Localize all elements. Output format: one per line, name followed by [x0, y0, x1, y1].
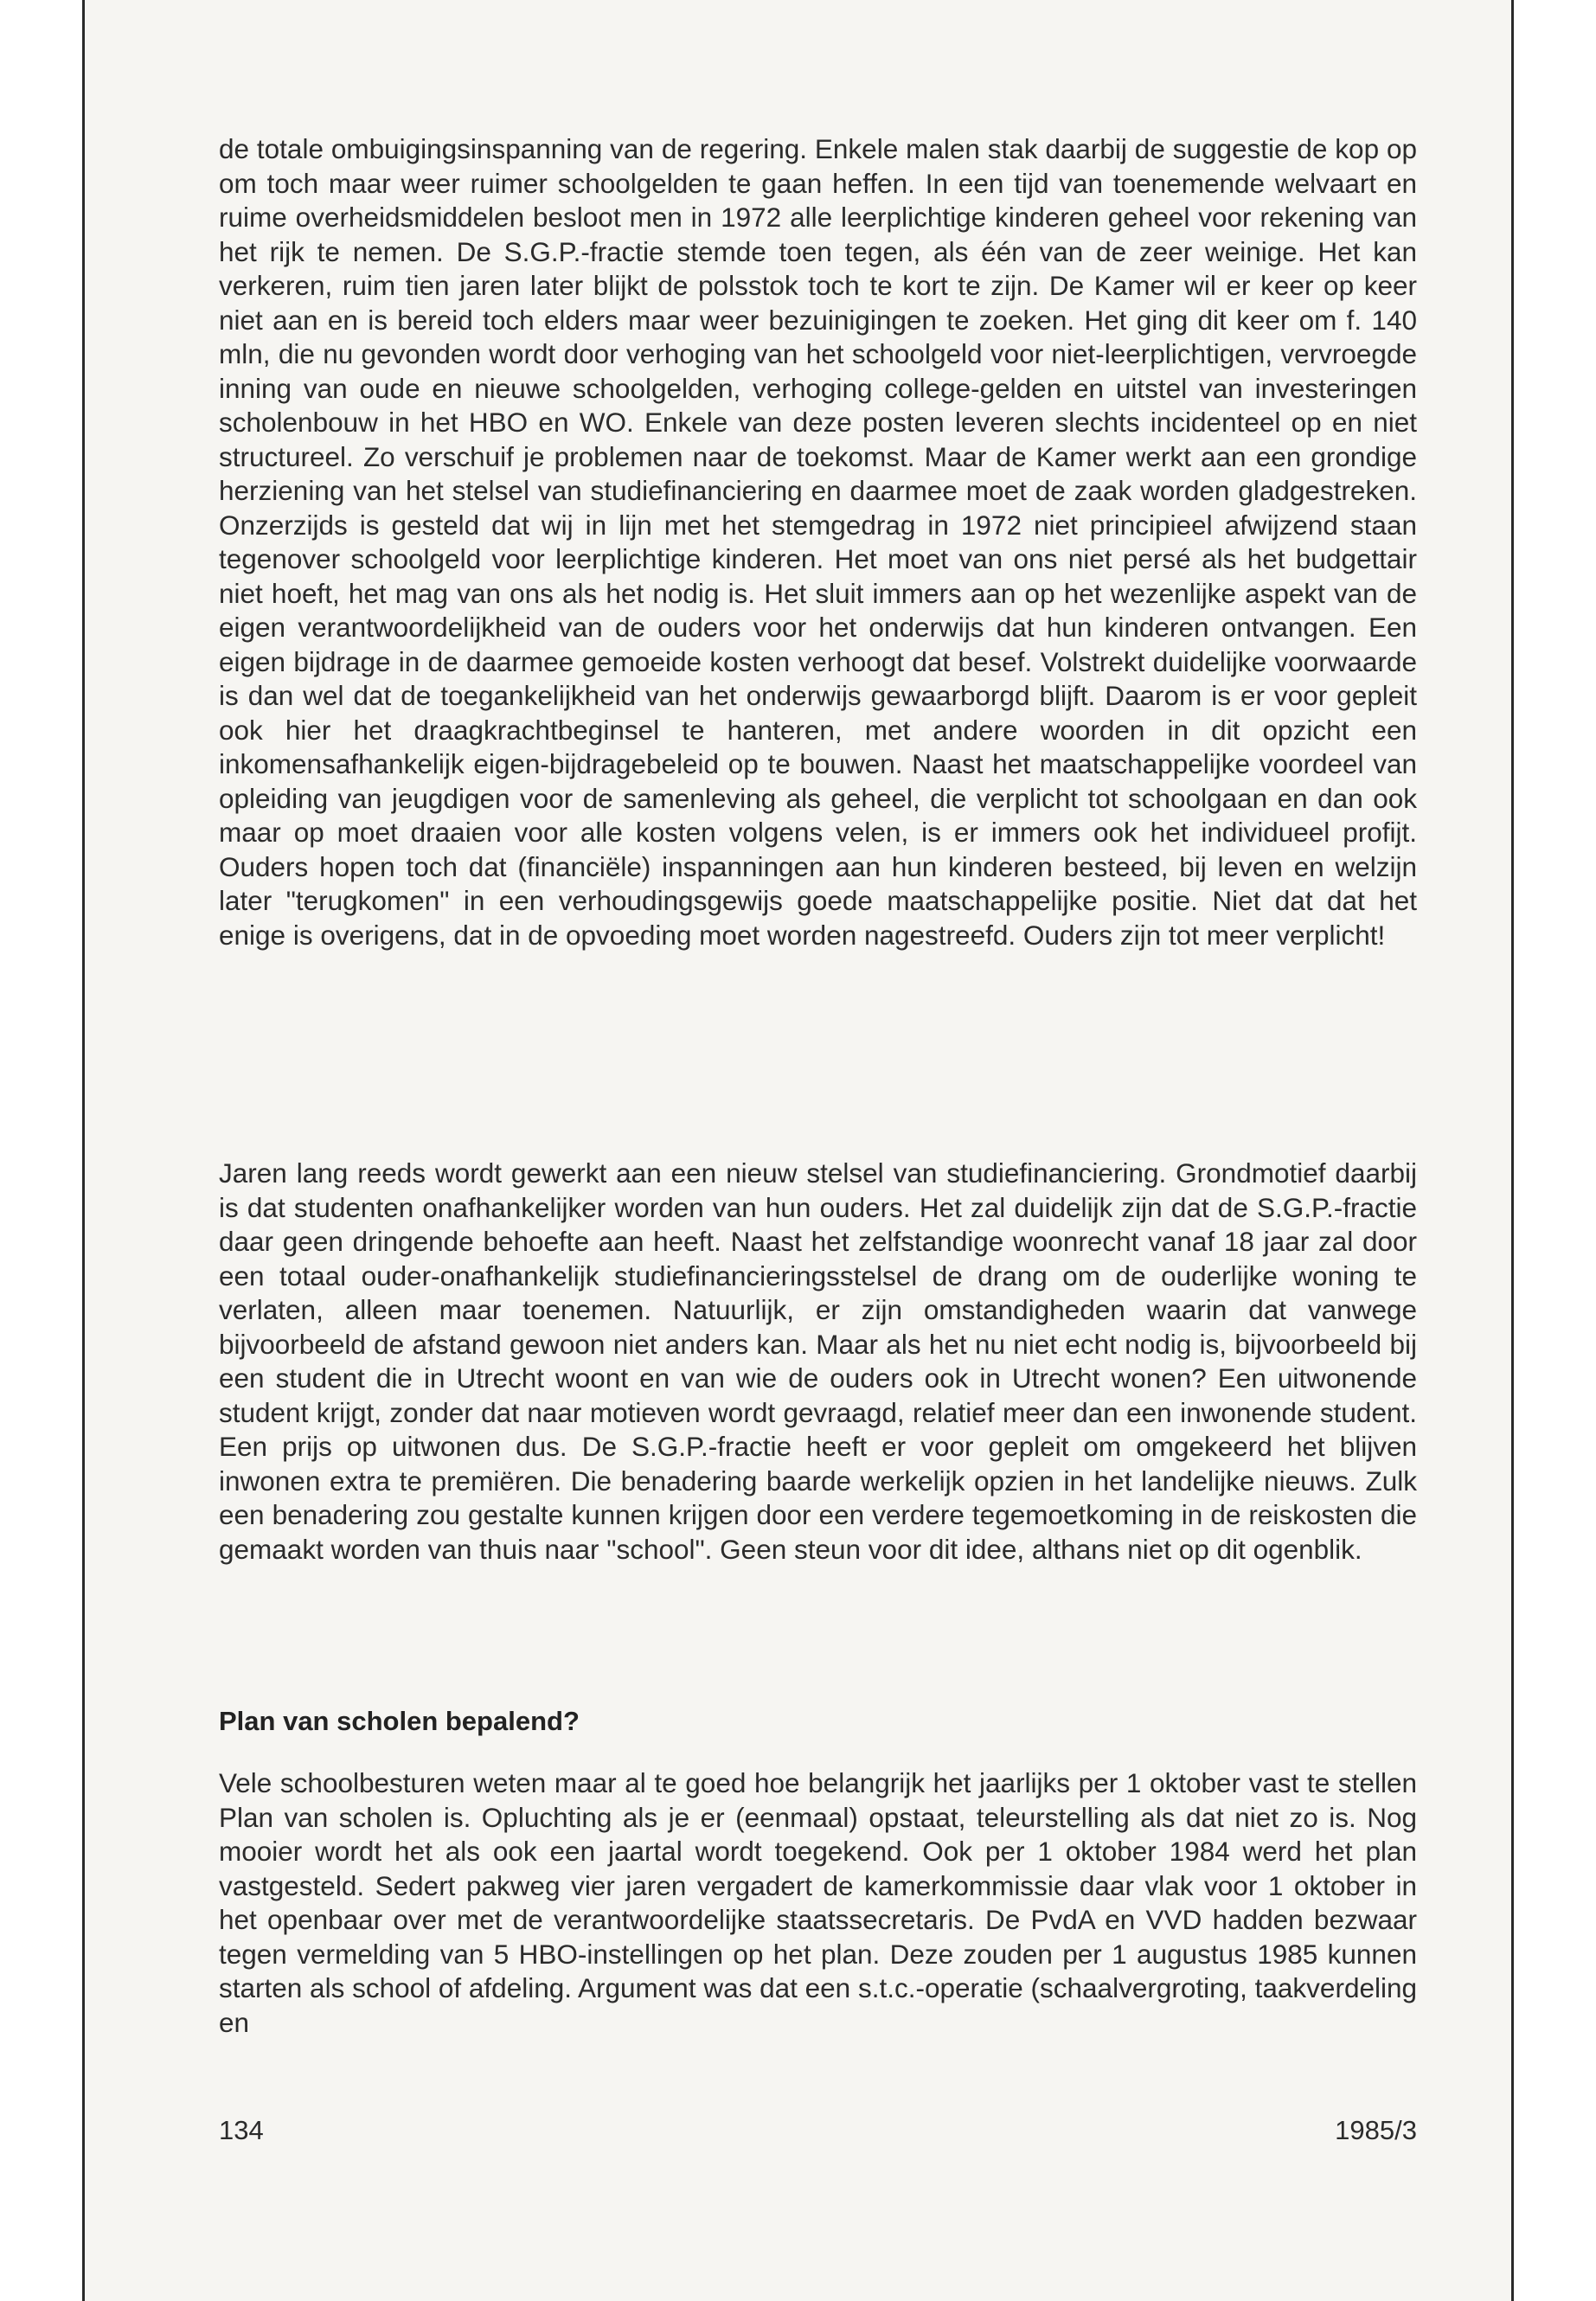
- section-paragraph: Vele schoolbesturen weten maar al te goed hoe belangrijk het jaarlijks per 1 oktober vast te stellen Plan van scholen is. Opluchting als je er (eenmaal) opstaat, teleurstelling als dat niet zo is. Nog mooier wordt het als ook een jaartal wordt toegekend. Ook per 1 oktober 1984 werd het plan vastgesteld. Sedert pakweg vier jaren vergadert de kamerkommissie daar vlak voor 1 oktober in het openbaar over met de verantwoordelijke staatssecretaris. De PvdA en VVD hadden bezwaar tegen vermelding van 5 HBO-instellingen op het plan. Deze zouden per 1 augustus 1985 kunnen starten als school of afdeling. Argument was dat een s.t.c.-operatie (schaalvergroting, taakverdeling en: [219, 1767, 1418, 2038]
- scanned-page: [82, 0, 1514, 2301]
- body-paragraph-2: Jaren lang reeds wordt gewerkt aan een nieuw stelsel van studiefinanciering. Grondmotief daarbij is dat studenten onafhankelijker worden van hun ouders. Het zal duidelijk zijn dat de S.G.P.-fractie daar geen dringende behoefte aan heeft. Naast het zelfstandige woonrecht vanaf 18 jaar zal door een totaal ouder-onafhankelijk studiefinancieringsstelsel de drang om de ouderlijke woning te verlaten, alleen maar toenemen. Natuurlijk, er zijn omstandigheden waarin dat vanwege bijvoorbeeld de afstand gewoon niet anders kan. Maar als het nu niet echt nodig is, bijvoorbeeld bij een student die in Utrecht woont en van wie de ouders ook in Utrecht wonen? Een uitwonende student krijgt, zonder dat naar motieven wordt gevraagd, relatief meer dan een inwonende student. Een prijs op uitwonen dus. De S.G.P.-fractie heeft er voor gepleit om omgekeerd het blijven inwonen extra te premiëren. Die benadering baarde werkelijk opzien in het landelijke nieuws. Zulk een benadering zou gestalte kunnen krijgen door een verdere tegemoetkoming in de reiskosten die gemaakt worden van thuis naar "school". Geen steun voor dit idee, althans niet op dit ogenblik.: [219, 1157, 1417, 1565]
- page-footer: [219, 2115, 1417, 2146]
- section-heading: Plan van scholen bepalend?: [219, 1706, 580, 1736]
- issue-number: 1985/3: [1335, 2115, 1417, 2145]
- body-paragraph-1: de totale ombuigingsinspanning van de regering. Enkele malen stak daarbij de suggestie de kop op om toch maar weer ruimer schoolgelden te gaan heffen. In een tijd van toenemende welvaart en ruime overheidsmiddelen besloot men in 1972 alle leerplichtige kinderen geheel voor rekening van het rijk te nemen. De S.G.P.-fractie stemde toen tegen, als één van de zeer weinige. Het kan verkeren, ruim tien jaren later blijkt de polsstok toch te kort te zijn. De Kamer wil er keer op keer niet aan en is bereid toch elders maar weer bezuinigingen te zoeken. Het ging dit keer om f. 140 mln, die nu gevonden wordt door verhoging van het schoolgeld voor niet-leerplichtigen, vervroegde inning van oude en nieuwe schoolgelden, verhoging college-gelden en uitstel van investeringen scholenbouw in het HBO en WO. Enkele van deze posten leveren slechts incidenteel op en niet structureel. Zo verschuif je problemen naar de toekomst. Maar de Kamer werkt aan een grondige herziening van het stelsel van studiefinanciering en daarmee moet de zaak worden gladgestreken. Onzerzijds is gesteld dat wij in lijn met het stemgedrag in 1972 niet principieel afwijzend staan tegenover schoolgeld voor leerplichtige kinderen. Het moet van ons niet persé als het budgettair niet hoeft, het mag van ons als het nodig is. Het sluit immers aan op het wezenlijke aspekt van de eigen verantwoordelijkheid van de ouders voor het onderwijs dat hun kinderen ontvangen. Een eigen bijdrage in de daarmee gemoeide kosten verhoogt dat besef. Volstrekt duidelijke voorwaarde is dan wel dat de toegankelijkheid van het onderwijs gewaarborgd blijft. Daarom is er voor gepleit ook hier het draagkrachtbeginsel te hanteren, met andere woorden in dit opzicht een inkomensafhankelijk eigen-bijdragebeleid op te bouwen. Naast het maatschappelijke voordeel van opleiding van jeugdigen voor de samenleving als geheel, die verplicht tot schoolgaan en dan ook maar op moet draaien voor alle kosten volgens velen, is er immers ook het individueel profijt. Ouders hopen toch dat (financiële) inspanningen aan hun kinderen besteed, bij leven en welzijn later "terugkomen" in een verhoudingsgewijs goede maatschappelijke positie. Niet dat dat het enige is overigens, dat in de opvoeding moet worden nagestreefd. Ouders zijn tot meer verplicht!: [219, 133, 1417, 951]
- page-number: 134: [219, 2115, 264, 2145]
